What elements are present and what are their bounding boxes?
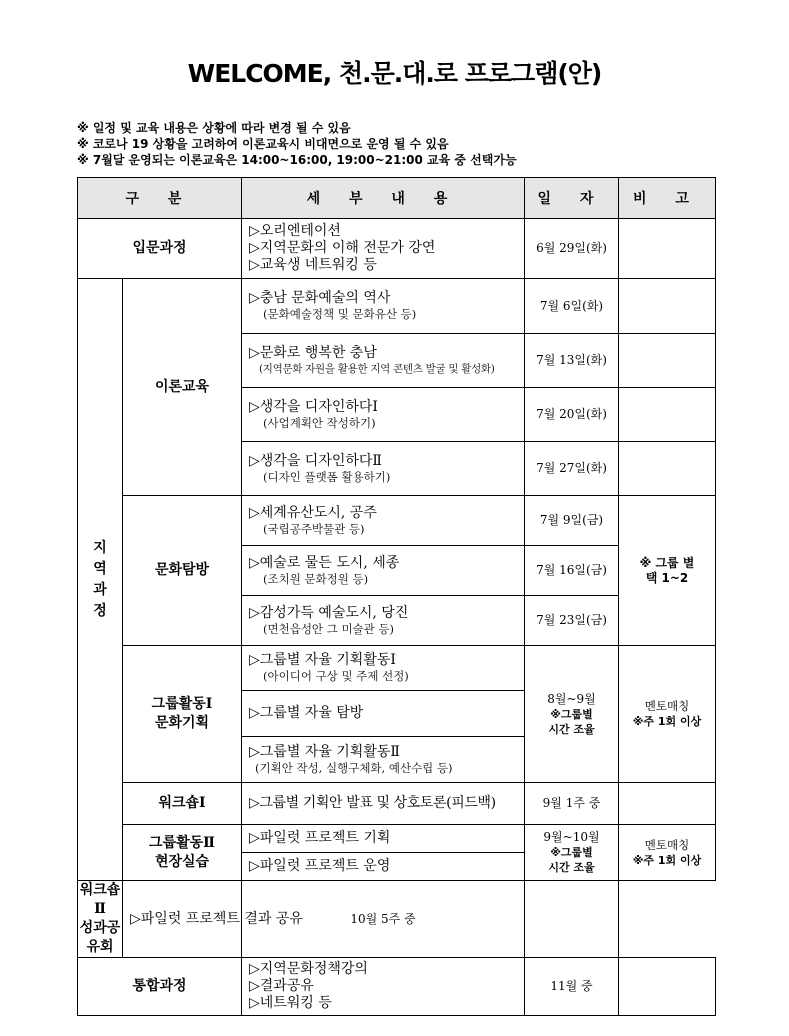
content-title: ▷그룹별 자율 기획활동Ⅰ	[249, 652, 396, 668]
page-title: WELCOME, 천.문.대.로 프로그램(안)	[187, 59, 602, 88]
content-sub: (기획안 작성, 실행구체화, 예산수립 등)	[255, 760, 453, 775]
category-group2	[123, 825, 242, 881]
remark-line: 택 1~2	[645, 570, 689, 585]
content-sub: (면천읍성안 그 미술관 등)	[263, 621, 395, 636]
vertical-char: 역	[93, 560, 107, 577]
category-workshop1: 워크숍Ⅰ	[123, 783, 242, 825]
table-row	[78, 881, 716, 958]
category-line: 현장실습	[154, 853, 210, 870]
remark-cell	[619, 442, 716, 496]
header-content: 세 부 내 용	[242, 178, 525, 219]
remark-tour	[619, 496, 716, 646]
notice-item: ※ 7월달 운영되는 이론교육은 14:00~16:00, 19:00~21:00 교육 중 선택가능	[77, 153, 517, 167]
content-title: ▷그룹별 자율 탐방	[249, 705, 364, 721]
remark-group1	[619, 646, 716, 783]
remark-group2	[619, 825, 716, 881]
remark-integrated	[619, 958, 716, 1016]
content-line: ▷네트워킹 등	[249, 995, 332, 1011]
content-line: ▷오리엔테이션	[249, 223, 341, 239]
content-cell	[242, 691, 525, 737]
category-line: 성과공유회	[79, 920, 121, 955]
table-row	[78, 825, 716, 853]
content-title: ▷파일럿 프로젝트 운영	[249, 858, 391, 874]
date-cell: 9월 1주 중	[525, 783, 619, 825]
content-integrated	[242, 958, 525, 1016]
vertical-char: 정	[93, 602, 107, 619]
table-row	[78, 279, 716, 334]
content-title: ▷그룹별 자율 기획활동Ⅱ	[249, 743, 400, 760]
header-date: 일 자	[525, 178, 619, 219]
date-cell: 7월 23일(금)	[525, 596, 619, 646]
table-row	[78, 219, 716, 279]
content-sub: (지역문화 자원을 활용한 지역 콘텐츠 발굴 및 활성화)	[259, 362, 495, 375]
content-title: ▷세계유산도시, 공주	[249, 504, 377, 521]
content-cell	[123, 881, 303, 958]
content-cell	[242, 737, 525, 783]
date-group2	[525, 825, 619, 881]
date-group1	[525, 646, 619, 783]
remark-cell	[525, 881, 619, 958]
date-integrated: 11월 중	[525, 958, 619, 1016]
category-tour: 문화탐방	[123, 496, 242, 646]
content-cell	[242, 853, 525, 881]
date-text: 8월~9월	[547, 691, 596, 706]
date-cell: 7월 6일(화)	[525, 279, 619, 334]
content-title: ▷파일럿 프로젝트 결과 공유	[130, 910, 303, 927]
content-sub: (문화예술정책 및 문화유산 등)	[263, 307, 417, 321]
header-category: 구 분	[78, 178, 242, 219]
notice-item: ※ 일정 및 교육 내용은 상황에 따라 변경 될 수 있음	[77, 121, 351, 135]
category-group1	[123, 646, 242, 783]
content-title: ▷감성가득 예술도시, 당진	[249, 604, 409, 621]
notice-item: ※ 코로나 19 상황을 고려하여 이론교육시 비대면으로 운영 될 수 있음	[77, 137, 449, 151]
vertical-char: 과	[93, 581, 107, 598]
date-cell: 7월 13일(화)	[525, 334, 619, 388]
content-cell	[242, 825, 525, 853]
remark-intro	[619, 219, 716, 279]
content-cell	[242, 279, 525, 334]
remark-text: 멘토매칭	[644, 837, 690, 852]
content-cell	[242, 388, 525, 442]
table-row	[78, 496, 716, 546]
category-line: 그룹활동Ⅱ	[149, 834, 215, 851]
category-theory: 이론교육	[123, 279, 242, 496]
content-line: ▷교육생 네트워킹 등	[249, 257, 377, 273]
content-title: ▷그룹별 기획안 발표 및 상호토론(피드백)	[249, 795, 496, 811]
content-line: ▷결과공유	[249, 978, 314, 994]
date-note: ※그룹별	[550, 846, 593, 859]
date-cell: 7월 9일(금)	[525, 496, 619, 546]
content-title: ▷문화로 행복한 충남	[249, 344, 377, 361]
category-workshop2	[78, 881, 123, 958]
table-header-row	[78, 178, 716, 219]
content-cell	[242, 546, 525, 596]
content-line: ▷지역문화정책강의	[249, 961, 368, 977]
content-title: ▷충남 문화예술의 역사	[249, 290, 391, 306]
content-title: ▷예술로 물든 도시, 세종	[249, 554, 400, 571]
header-remarks: 비 고	[619, 178, 716, 219]
content-cell	[242, 596, 525, 646]
remark-note: ※주 1회 이상	[632, 853, 702, 867]
date-cell: 7월 27일(화)	[525, 442, 619, 496]
content-title: ▷생각을 디자인하다Ⅰ	[249, 398, 378, 415]
category-integrated: 통합과정	[78, 958, 242, 1016]
remark-line: ※ 그룹 별	[639, 555, 695, 570]
remark-cell	[619, 334, 716, 388]
table-row	[78, 783, 716, 825]
content-cell	[242, 496, 525, 546]
content-sub: (국립공주박물관 등)	[263, 521, 365, 536]
program-schedule-table	[77, 177, 716, 1016]
remark-cell	[619, 388, 716, 442]
content-sub: (디자인 플랫폼 활용하기)	[263, 469, 391, 484]
category-line: 문화기획	[154, 715, 210, 731]
content-cell	[242, 646, 525, 691]
content-title: ▷생각을 디자인하다Ⅱ	[249, 452, 382, 469]
content-cell	[242, 442, 525, 496]
content-sub: (아이디어 구상 및 주제 선정)	[263, 669, 409, 683]
remark-note: ※주 1회 이상	[632, 715, 702, 728]
date-text: 9월~10월	[543, 830, 600, 844]
content-sub: (사업계획안 작성하기)	[263, 415, 376, 430]
date-note: ※그룹별	[550, 707, 593, 721]
notice-list	[77, 120, 517, 168]
vertical-char: 지	[93, 539, 107, 556]
category-regional	[78, 279, 123, 881]
date-intro: 6월 29일(화)	[525, 219, 619, 279]
content-sub: (조치원 문화정원 등)	[263, 571, 369, 586]
category-line: 워크숍Ⅱ	[79, 882, 121, 917]
table-row	[78, 958, 716, 1016]
remark-text: 멘토매칭	[644, 699, 690, 713]
date-cell: 7월 20일(화)	[525, 388, 619, 442]
date-note: 시간 조율	[548, 861, 595, 874]
table-row	[78, 646, 716, 691]
category-line: 그룹활동Ⅰ	[151, 696, 213, 712]
date-cell: 7월 16일(금)	[525, 546, 619, 596]
date-note: 시간 조율	[548, 722, 595, 736]
content-cell	[242, 783, 525, 825]
content-cell	[242, 334, 525, 388]
category-intro: 입문과정	[78, 219, 242, 279]
content-intro	[242, 219, 525, 279]
content-line: ▷지역문화의 이해 전문가 강연	[249, 240, 436, 256]
content-title: ▷파일럿 프로젝트 기획	[249, 830, 391, 846]
remark-cell	[619, 783, 716, 825]
date-cell: 10월 5주 중	[242, 881, 525, 958]
remark-cell	[619, 279, 716, 334]
